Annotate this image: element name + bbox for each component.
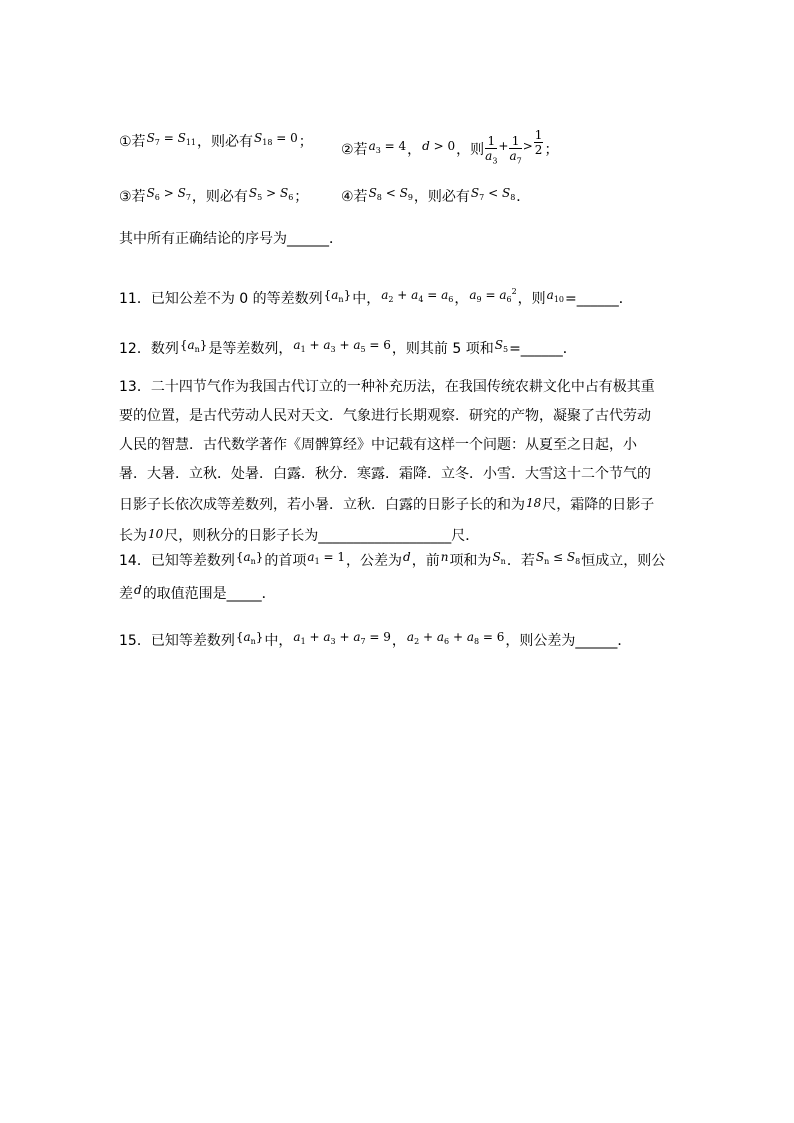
question-14: 14．已知等差数列$\{a_n\}$的首项$a_1 = 1$，公差为d，前n项和为$S_n$．若$S_n \le S_8$恒成立，则公 差d的取值范围是_____．	[119, 543, 679, 609]
number-10: 10	[148, 527, 164, 541]
math-a2-a6-a8-eq-6: $a_2 + a_6 + a_8 = 6$	[406, 630, 505, 646]
frac-1-over-2: $\frac{1}{2}$	[534, 128, 543, 157]
math-s8-lt-s9: $S_8 < S_9$	[368, 186, 413, 202]
number-18: 18	[526, 496, 542, 510]
math-s18-eq-0: $S_{18} = 0$	[254, 131, 298, 147]
math-d: d	[134, 583, 142, 597]
math-a10: $a_{10}$	[546, 288, 565, 304]
math-seq-an: $\{a_n\}$	[235, 550, 264, 566]
condition-3: ③若$S_6 > S_7$，则必有$S_5 > S_6$；	[119, 183, 308, 208]
math-seq-an: $\{a_n\}$	[179, 338, 208, 354]
question-12: 12．数列$\{a_n\}$是等差数列，$a_1 + a_3 + a_5 = 6$，则其前 5 项和$S_5=\_\_\_\_\_\_$．	[119, 335, 577, 360]
frac-1-over-a3: $\frac{1}{a_3}$	[485, 134, 498, 166]
math-seq-an: $\{a_n\}$	[323, 288, 352, 304]
question-11: 11．已知公差不为 0 的等差数列$\{a_n\}$中，$a_2 + a_4 = a_6$，$a_9 = a_6^2$，则$a_{10}=\_\_\_\_\_\_$．	[119, 282, 633, 310]
math-sn: $S_n$	[492, 550, 506, 566]
condition-2: ②若$a_3 = 4$，d > 0，则 $\frac{1}{a_3}$ + $\frac{1}{a_7}$ > $\frac{1}{2}$ ；	[341, 128, 558, 168]
condition-1: ①若$S_7 = S_{11}$，则必有$S_{18} = 0$；	[119, 128, 313, 153]
question-15: 15．已知等差数列$\{a_n\}$中，$a_1 + a_3 + a_7 = 9$，$a_2 + a_6 + a_8 = 6$，则公差为______．	[119, 627, 631, 652]
math-a1-a3-a7-eq-9: $a_1 + a_3 + a_7 = 9$	[293, 630, 391, 646]
math-s5: $S_5$	[494, 338, 509, 354]
math-s6-gt-s7: $S_6 > S_7$	[146, 186, 191, 202]
math-a9-eq-a6-squared: $a_9 = a_6^2$	[469, 287, 517, 304]
math-a1-eq-1: $a_1 = 1$	[307, 550, 346, 566]
math-n: n	[440, 550, 449, 564]
math-s5-gt-s6: $S_5 > S_6$	[248, 186, 294, 202]
frac-1-over-a7: $\frac{1}{a_7}$	[509, 134, 522, 166]
math-a3-eq-4: $a_3 = 4$	[368, 139, 407, 155]
math-d: d	[403, 550, 411, 564]
math-d-gt-0: d > 0	[422, 139, 456, 153]
math-sn-le-s8: $S_n \le S_8$	[535, 550, 581, 566]
math-seq-an: $\{a_n\}$	[235, 630, 264, 646]
question-13: 13．二十四节气作为我国古代订立的一种补充历法，在我国传统农耕文化中占有极其重 要的位置，是古代劳动人民对天文．气象进行长期观察．研究的产物，凝聚了古代劳动 人民的智慧．古代数学著作《周髀算经》中记载有这样一个问题：从夏至之日起，小 暑．大暑．立秋．处暑．白露．秋分．寒露．霜降．立冬．小雪．大雪这十二个节气的 日影子长依次成等差数列，若小暑．立秋．白露的日影子长的和为18尺，霜降的日影子 长为10尺，则秋分的日影子长为___________________尺．	[119, 373, 679, 551]
math-a1-a3-a5-eq-6: $a_1 + a_3 + a_5 = 6$	[293, 338, 391, 354]
question-10-prompt: 其中所有正确结论的序号为______．	[119, 231, 343, 247]
math-s7-lt-s8: $S_7 < S_8$	[470, 186, 516, 202]
math-a2-plus-a4-eq-a6: $a_2 + a_4 = a_6$	[381, 288, 454, 304]
math-s7-eq-s11: $S_7 = S_{11}$	[146, 131, 197, 147]
condition-4: ④若$S_8 < S_9$，则必有$S_7 < S_8$．	[341, 183, 530, 208]
